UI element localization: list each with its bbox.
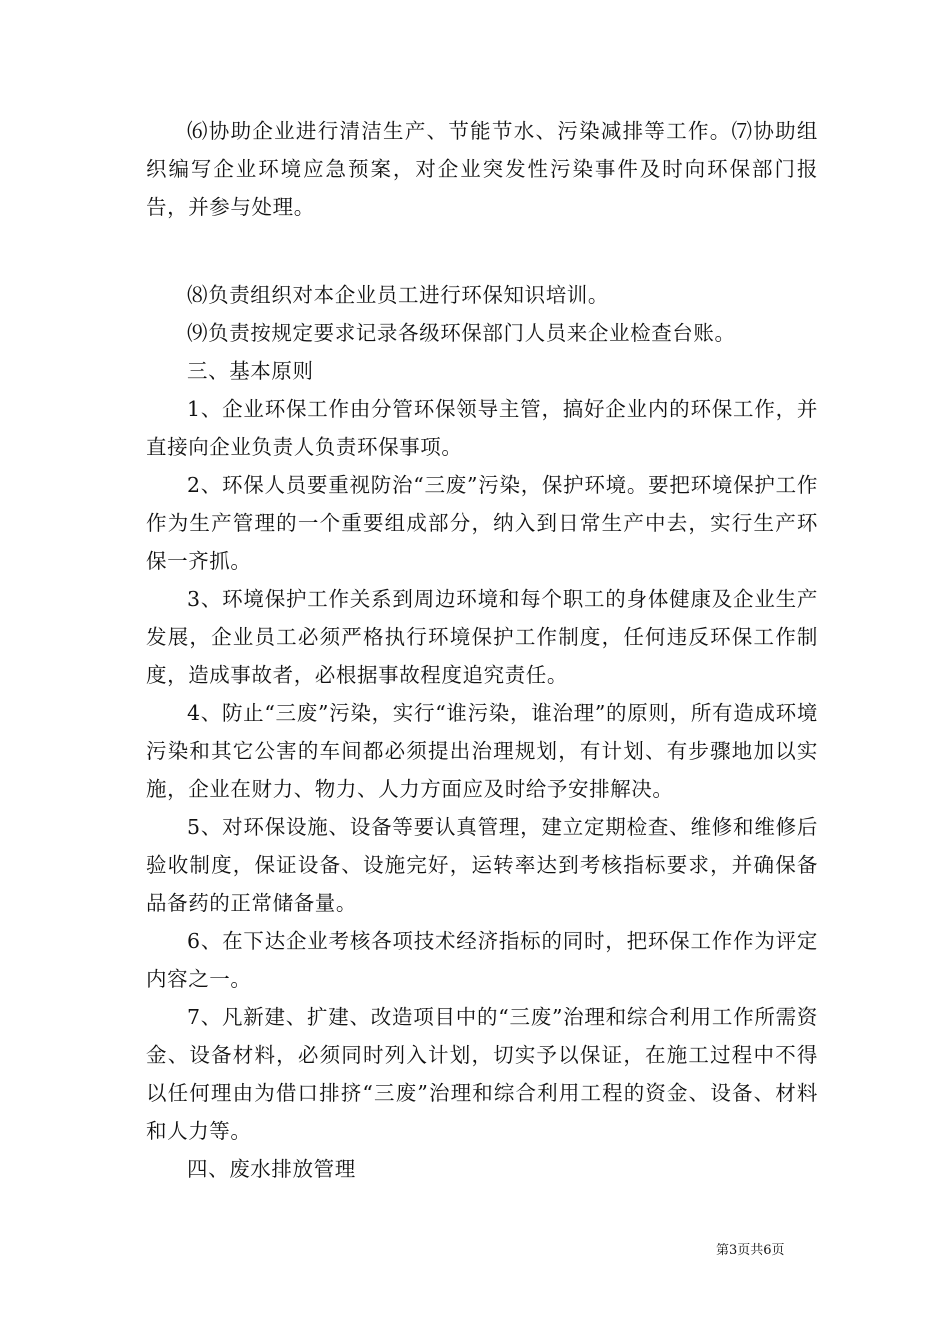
principle-3: 3、环境保护工作关系到周边环境和每个职工的身体健康及企业生产发展，企业员工必须严格执行环境保护工作制度，任何违反环保工作制度，造成事故者，必根据事故程度追究责任。 <box>146 587 818 687</box>
page-number: 第3页共6页 <box>716 1243 785 1258</box>
section-heading-basic-principles: 三、基本原则 <box>187 359 314 383</box>
principle-1: 1、企业环保工作由分管环保领导主管，搞好企业内的环保工作，并直接向企业负责人负责环保事项。 <box>146 397 818 459</box>
principle-4: 4、防止“三废”污染，实行“谁污染，谁治理”的原则，所有造成环境污染和其它公害的车间都必须提出治理规划，有计划、有步骤地加以实施，企业在财力、物力、人力方面应及时给予安排解决。 <box>146 701 818 801</box>
paragraph-duty-9: ⑼负责按规定要求记录各级环保部门人员来企业检查台账。 <box>187 321 736 345</box>
section-heading-wastewater: 四、废水排放管理 <box>187 1157 356 1181</box>
principle-7: 7、凡新建、扩建、改造项目中的“三废”治理和综合利用工作所需资金、设备材料，必须同时列入计划，切实予以保证，在施工过程中不得以任何理由为借口排挤“三废”治理和综合利用工程的资金、设备、材料和人力等。 <box>146 1005 818 1143</box>
principle-2: 2、环保人员要重视防治“三废”污染，保护环境。要把环境保护工作作为生产管理的一个重要组成部分，纳入到日常生产中去，实行生产环保一齐抓。 <box>146 473 818 573</box>
paragraph-duties-6-7: ⑹协助企业进行清洁生产、节能节水、污染减排等工作。⑺协助组织编写企业环境应急预案，对企业突发性污染事件及时向环保部门报告，并参与处理。 <box>146 119 818 219</box>
paragraph-duty-8: ⑻负责组织对本企业员工进行环保知识培训。 <box>187 283 609 307</box>
document-body <box>146 112 818 1188</box>
principle-6: 6、在下达企业考核各项技术经济指标的同时，把环保工作作为评定内容之一。 <box>146 929 818 991</box>
principle-5: 5、对环保设施、设备等要认真管理，建立定期检查、维修和维修后验收制度，保证设备、设施完好，运转率达到考核指标要求，并确保备品备药的正常储备量。 <box>146 815 818 915</box>
